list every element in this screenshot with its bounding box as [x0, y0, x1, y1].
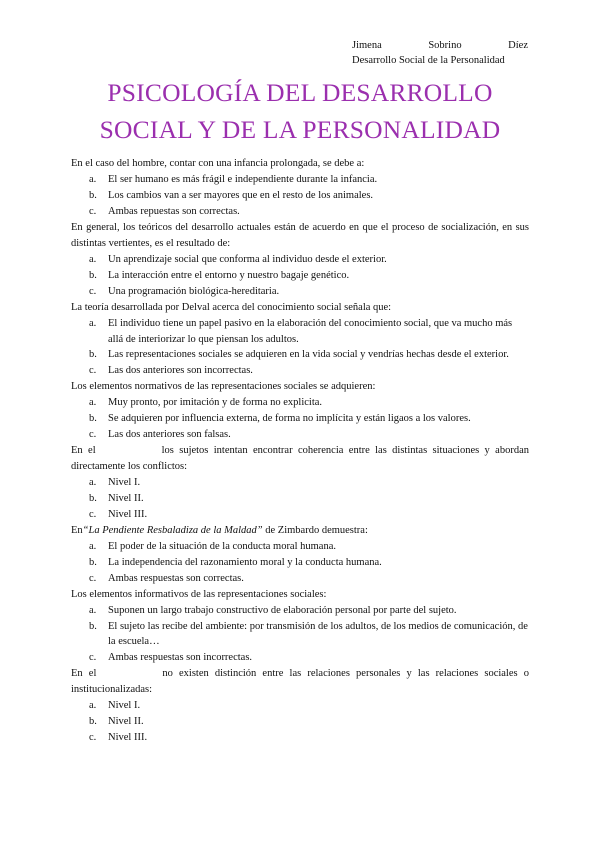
question-1: En el caso del hombre, contar con una infancia prolongada, se debe a: — [71, 158, 365, 169]
option-2b: b. La interacción entre el entorno y nuestro bagaje genético. — [89, 270, 350, 281]
subject-name: Desarrollo Social de la Personalidad — [352, 55, 505, 66]
option-8c: c. Nivel III. — [89, 731, 148, 743]
option-6b: b. La independencia del razonamiento moral y la conducta humana. — [89, 556, 382, 568]
options-1 — [71, 172, 529, 220]
options-2 — [71, 252, 529, 300]
option-3a: a. El individuo tiene un papel pasivo en la elaboración del conocimiento social, que va mucho más allá de interiorizar lo que piensan los adultos. — [89, 318, 513, 345]
question-7: Los elementos informativos de las representaciones sociales: — [71, 588, 327, 600]
options-4 — [71, 395, 529, 443]
author-first-name: Jimena — [352, 40, 382, 51]
option-1b: b. Los cambios van a ser mayores que en el resto de los animales. — [89, 190, 374, 201]
options-8 — [71, 698, 529, 746]
title-line-1: PSICOLOGÍA DEL DESARROLLO — [107, 78, 493, 107]
question-3: La teoría desarrollada por Delval acerca del conocimiento social señala que: — [71, 302, 392, 313]
option-7c: c. Ambas respuestas son incorrectas. — [89, 651, 253, 663]
option-2a: a. Un aprendizaje social que conforma al individuo desde el exterior. — [89, 254, 387, 265]
option-4a: a. Muy pronto, por imitación y de forma no explicita. — [89, 396, 323, 408]
document-header — [352, 38, 528, 68]
options-6 — [71, 539, 529, 587]
option-8b: b. Nivel II. — [89, 715, 144, 727]
option-6c: c. Ambas respuestas son correctas. — [89, 572, 244, 584]
option-5a: a. Nivel I. — [89, 476, 141, 488]
question-2: En general, los teóricos del desarrollo actuales están de acuerdo en que el proceso de socialización, en sus distintas vertientes, es el resultado de: — [71, 222, 529, 249]
title-line-2: SOCIAL Y DE LA PERSONALIDAD — [99, 115, 501, 144]
options-5 — [71, 475, 529, 523]
author-name — [352, 38, 528, 53]
option-1a: a. El ser humano es más frágil e independiente durante la infancia. — [89, 174, 378, 185]
author-middle-name: Sobrino — [428, 40, 462, 51]
author-last-name: Díez — [508, 40, 528, 51]
option-7a: a. Suponen un largo trabajo constructivo de elaboración personal por parte del sujeto. — [89, 604, 457, 616]
option-5c: c. Nivel III. — [89, 508, 148, 520]
question-list — [71, 156, 529, 746]
page-title — [0, 74, 600, 148]
option-1c: c. Ambas repuestas son correctas. — [89, 206, 240, 217]
option-8a: a. Nivel I. — [89, 699, 141, 711]
question-5: En el los sujetos intentan encontrar coherencia entre las distintas situaciones y abordan directamente los conflictos: — [71, 444, 529, 472]
option-6a: a. El poder de la situación de la conducta moral humana. — [89, 540, 337, 552]
option-2c: c. Una programación biológica-hereditaria. — [89, 286, 280, 297]
options-7 — [71, 603, 529, 666]
option-4b: b. Se adquieren por influencia externa, de forma no implícita y están ligaos a los valores. — [89, 412, 471, 424]
options-3 — [71, 316, 529, 379]
option-3b: b. Las representaciones sociales se adquieren en la vida social y vendrías hechas desde el exterior. — [89, 349, 509, 360]
option-4c: c. Las dos anteriores son falsas. — [89, 428, 231, 440]
option-3c: c. Las dos anteriores son incorrectas. — [89, 364, 253, 376]
question-8: En el no existen distinción entre las relaciones personales y las relaciones sociales o institucionalizadas: — [71, 667, 529, 695]
question-6: En“La Pendiente Resbaladiza de la Maldad” de Zimbardo demuestra: — [71, 524, 368, 536]
question-4: Los elementos normativos de las representaciones sociales se adquieren: — [71, 380, 376, 392]
option-5b: b. Nivel II. — [89, 492, 144, 504]
option-7b: b. El sujeto las recibe del ambiente: por transmisión de los adultos, de los medios de comunicación, de la escuela… — [89, 620, 528, 647]
